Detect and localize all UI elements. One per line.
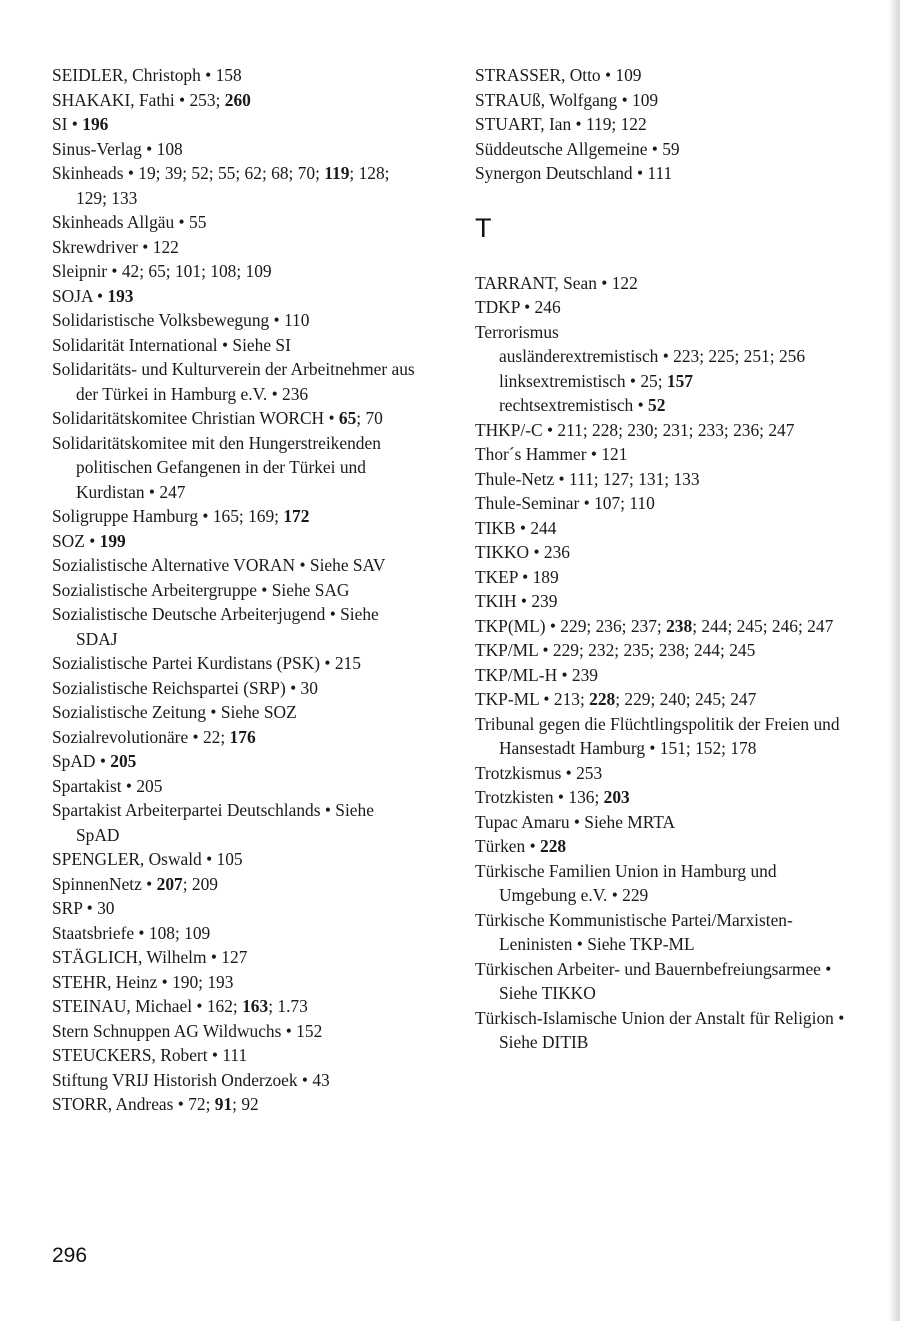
entry-text: Sozialistische Reichspartei (SRP) • 30 bbox=[52, 677, 318, 698]
entry-text: Spartakist • 205 bbox=[52, 775, 163, 796]
entry-page-bold: 157 bbox=[666, 370, 693, 391]
index-entry bbox=[475, 295, 847, 320]
entry-page-bold: 196 bbox=[82, 114, 109, 134]
index-entry bbox=[52, 700, 420, 725]
index-entry bbox=[475, 565, 847, 590]
index-entry bbox=[52, 88, 420, 113]
index-entry bbox=[475, 859, 847, 908]
index-entry bbox=[52, 112, 420, 137]
entry-text: TDKP • 246 bbox=[475, 297, 561, 317]
entry-text: THKP/-C • 211; 228; 230; 231; 233; 236; 247 bbox=[475, 419, 795, 440]
entry-text: TIKB • 244 bbox=[475, 517, 557, 538]
entry-text: Stern Schnuppen AG Wildwuchs • 152 bbox=[52, 1020, 323, 1041]
index-entry bbox=[475, 957, 847, 1006]
entry-text: ; 229; 240; 245; 247 bbox=[615, 689, 757, 709]
entry-text: Tribunal gegen die Flüchtlingspolitik der Freien und Hansestadt Hamburg • 151; 152; 178 bbox=[475, 713, 840, 758]
entry-text: Trotzkisten • 136; bbox=[475, 787, 604, 807]
entry-page-bold: 199 bbox=[99, 530, 126, 551]
index-entry bbox=[475, 137, 847, 162]
entry-text: Solidaritäts- und Kulturverein der Arbeitnehmer aus der Türkei in Hamburg e.V. • 236 bbox=[52, 359, 415, 404]
index-entry bbox=[475, 810, 847, 835]
index-entry bbox=[52, 259, 420, 284]
entry-text: TKEP • 189 bbox=[475, 566, 559, 587]
index-entry bbox=[52, 847, 420, 872]
letter-heading: T bbox=[475, 212, 492, 243]
entry-text: Sozialistische Alternative VORAN • Siehe SAV bbox=[52, 555, 386, 575]
index-entry bbox=[475, 467, 847, 492]
index-entry bbox=[52, 749, 420, 774]
entry-text: Thor´s Hammer • 121 bbox=[475, 444, 628, 464]
index-entry bbox=[475, 712, 847, 761]
entry-text: Sozialrevolutionäre • 22; bbox=[52, 726, 230, 747]
entry-text: Skinheads Allgäu • 55 bbox=[52, 212, 207, 232]
entry-page-bold: 207 bbox=[156, 873, 183, 894]
entry-page-bold: 205 bbox=[110, 751, 137, 771]
entry-text: Türkischen Arbeiter- und Bauernbefreiungsarmee • Siehe TIKKO bbox=[475, 958, 832, 1003]
index-entry bbox=[52, 676, 420, 701]
index-entry bbox=[475, 614, 847, 639]
entry-text: Skrewdriver • 122 bbox=[52, 236, 179, 257]
entry-text: SHAKAKI, Fathi • 253; bbox=[52, 89, 225, 110]
index-entry bbox=[52, 1068, 420, 1093]
entry-text: TARRANT, Sean • 122 bbox=[475, 272, 638, 293]
index-entry bbox=[475, 638, 847, 663]
entry-text: ; 70 bbox=[356, 408, 383, 428]
index-entry bbox=[52, 725, 420, 750]
entry-page-bold: 172 bbox=[283, 506, 310, 526]
entry-text: Türkisch-Islamische Union der Anstalt für Religion • Siehe DITIB bbox=[475, 1007, 845, 1052]
index-entry bbox=[52, 431, 420, 505]
entry-text: SOJA • bbox=[52, 285, 108, 306]
index-entry bbox=[52, 308, 420, 333]
index-entry bbox=[475, 63, 847, 88]
entry-text: linksextremistisch • 25; bbox=[499, 370, 667, 391]
entry-text: ; 1.73 bbox=[268, 996, 308, 1016]
entry-text: TKP-ML • 213; bbox=[475, 689, 590, 709]
entry-text: Türken • bbox=[475, 836, 541, 856]
entry-text: STRAUß, Wolfgang • 109 bbox=[475, 89, 659, 110]
entry-text: Soligruppe Hamburg • 165; 169; bbox=[52, 506, 284, 526]
entry-text: SI • bbox=[52, 114, 83, 134]
index-entry bbox=[52, 774, 420, 799]
entry-text: ; 244; 245; 246; 247 bbox=[692, 615, 834, 636]
entry-text: Trotzkismus • 253 bbox=[475, 762, 603, 783]
index-entry bbox=[475, 1006, 847, 1055]
index-entry bbox=[52, 921, 420, 946]
entry-page-bold: 176 bbox=[229, 726, 256, 747]
index-entry bbox=[52, 504, 420, 529]
entry-page-bold: 91 bbox=[214, 1094, 233, 1114]
entry-text: Sozialistische Deutsche Arbeiterjugend • Siehe SDAJ bbox=[52, 604, 379, 649]
index-entry bbox=[52, 1092, 420, 1117]
entry-text: STUART, Ian • 119; 122 bbox=[475, 114, 647, 134]
entry-text: TKP/ML • 229; 232; 235; 238; 244; 245 bbox=[475, 640, 756, 660]
index-entry bbox=[475, 540, 847, 565]
entry-text: Stiftung VRIJ Historish Onderzoek • 43 bbox=[52, 1069, 330, 1090]
index-entry bbox=[52, 284, 420, 309]
entry-page-bold: 238 bbox=[666, 615, 693, 636]
entry-text: Synergon Deutschland • 111 bbox=[475, 163, 673, 183]
index-entry bbox=[52, 553, 420, 578]
entry-text: Sozialistische Zeitung • Siehe SOZ bbox=[52, 702, 297, 722]
index-entry bbox=[52, 137, 420, 162]
entry-text: Süddeutsche Allgemeine • 59 bbox=[475, 138, 680, 159]
index-entry bbox=[52, 529, 420, 554]
entry-text: Solidarität International • Siehe SI bbox=[52, 334, 291, 355]
entry-text: Solidaritätskomitee Christian WORCH • bbox=[52, 408, 339, 428]
index-entry bbox=[52, 210, 420, 235]
entry-text: Skinheads • 19; 39; 52; 55; 62; 68; 70; bbox=[52, 163, 325, 183]
index-entry bbox=[475, 344, 847, 369]
entry-text: TKP/ML-H • 239 bbox=[475, 664, 598, 685]
entry-page-bold: 52 bbox=[648, 395, 666, 415]
entry-page-bold: 228 bbox=[540, 836, 567, 856]
page-number: 296 bbox=[52, 1244, 88, 1267]
index-column-right bbox=[475, 63, 847, 1055]
entry-text: rechtsextremistisch • bbox=[499, 395, 649, 415]
entry-text: SpinnenNetz • bbox=[52, 873, 157, 894]
entry-text: Staatsbriefe • 108; 109 bbox=[52, 922, 211, 943]
index-entry bbox=[52, 1043, 420, 1068]
entry-text: ; 92 bbox=[232, 1094, 259, 1114]
page-edge-shadow bbox=[888, 0, 900, 1321]
index-group-s-continued bbox=[475, 63, 847, 186]
index-entry bbox=[52, 651, 420, 676]
entry-text: Solidaristische Volksbewegung • 110 bbox=[52, 310, 310, 330]
entry-text: SPENGLER, Oswald • 105 bbox=[52, 849, 243, 869]
index-entry bbox=[475, 687, 847, 712]
entry-page-bold: 203 bbox=[603, 787, 630, 807]
entry-text: STÄGLICH, Wilhelm • 127 bbox=[52, 947, 248, 967]
entry-text: STRASSER, Otto • 109 bbox=[475, 65, 642, 85]
index-entry bbox=[52, 994, 420, 1019]
index-entry bbox=[52, 602, 420, 651]
entry-text: Terrorismus bbox=[475, 321, 559, 342]
index-entry bbox=[475, 112, 847, 137]
entry-text: SEIDLER, Christoph • 158 bbox=[52, 65, 242, 85]
index-entry bbox=[475, 516, 847, 541]
index-entry bbox=[475, 663, 847, 688]
index-entry bbox=[475, 491, 847, 516]
index-entry bbox=[475, 589, 847, 614]
index-entry bbox=[52, 945, 420, 970]
index-entry bbox=[475, 271, 847, 296]
index-entry bbox=[475, 320, 847, 345]
entry-text: Türkische Familien Union in Hamburg und Umgebung e.V. • 229 bbox=[475, 860, 777, 905]
index-group-t bbox=[475, 271, 847, 1055]
index-entry bbox=[52, 63, 420, 88]
entry-text: Sinus-Verlag • 108 bbox=[52, 138, 183, 159]
index-column-left bbox=[52, 63, 420, 1117]
index-entry bbox=[475, 442, 847, 467]
entry-page-bold: 228 bbox=[589, 689, 616, 709]
index-entry bbox=[52, 578, 420, 603]
entry-text: SpAD • bbox=[52, 751, 111, 771]
index-entry bbox=[475, 908, 847, 957]
entry-text: Sozialistische Partei Kurdistans (PSK) • 215 bbox=[52, 653, 361, 673]
entry-text: TKIH • 239 bbox=[475, 591, 558, 611]
index-entry bbox=[52, 235, 420, 260]
index-entry bbox=[475, 418, 847, 443]
entry-page-bold: 260 bbox=[224, 89, 251, 110]
entry-text: STEUCKERS, Robert • 111 bbox=[52, 1045, 248, 1065]
index-entry bbox=[52, 357, 420, 406]
entry-text: Türkische Kommunistische Partei/Marxisten-Leninisten • Siehe TKP-ML bbox=[475, 909, 793, 954]
index-entry bbox=[52, 406, 420, 431]
entry-page-bold: 193 bbox=[107, 285, 134, 306]
index-entry bbox=[475, 785, 847, 810]
index-entry bbox=[475, 761, 847, 786]
entry-text: TIKKO • 236 bbox=[475, 542, 570, 562]
entry-text: STEINAU, Michael • 162; bbox=[52, 996, 243, 1016]
entry-text: STEHR, Heinz • 190; 193 bbox=[52, 971, 234, 992]
entry-text: Thule-Netz • 111; 127; 131; 133 bbox=[475, 468, 700, 489]
entry-text: SRP • 30 bbox=[52, 898, 115, 918]
entry-page-bold: 119 bbox=[324, 163, 350, 183]
entry-text: TKP(ML) • 229; 236; 237; bbox=[475, 615, 667, 636]
entry-page-bold: 65 bbox=[338, 408, 357, 428]
index-entry bbox=[52, 333, 420, 358]
entry-text: Solidaritätskomitee mit den Hungerstreikenden politischen Gefangenen in der Türkei und Kurdistan • 247 bbox=[52, 432, 381, 502]
entry-text: ; 128; 129; 133 bbox=[76, 163, 390, 208]
entry-text: STORR, Andreas • 72; bbox=[52, 1094, 215, 1114]
entry-text: Tupac Amaru • Siehe MRTA bbox=[475, 811, 676, 832]
entry-page-bold: 163 bbox=[242, 996, 269, 1016]
entry-text: Spartakist Arbeiterpartei Deutschlands • Siehe SpAD bbox=[52, 800, 374, 845]
index-entry bbox=[52, 970, 420, 995]
index-entry bbox=[475, 834, 847, 859]
index-entry bbox=[475, 369, 847, 394]
index-entry bbox=[475, 393, 847, 418]
index-entry bbox=[52, 872, 420, 897]
index-entry bbox=[52, 896, 420, 921]
entry-text: ausländerextremistisch • 223; 225; 251; 256 bbox=[499, 346, 806, 366]
index-entry bbox=[52, 1019, 420, 1044]
index-entry bbox=[52, 798, 420, 847]
index-entry bbox=[52, 161, 420, 210]
entry-text: Thule-Seminar • 107; 110 bbox=[475, 493, 655, 513]
index-entry bbox=[475, 88, 847, 113]
entry-text: SOZ • bbox=[52, 530, 100, 551]
entry-text: Sozialistische Arbeitergruppe • Siehe SAG bbox=[52, 579, 350, 600]
index-entry bbox=[475, 161, 847, 186]
entry-text: ; 209 bbox=[182, 873, 218, 894]
entry-text: Sleipnir • 42; 65; 101; 108; 109 bbox=[52, 261, 272, 281]
